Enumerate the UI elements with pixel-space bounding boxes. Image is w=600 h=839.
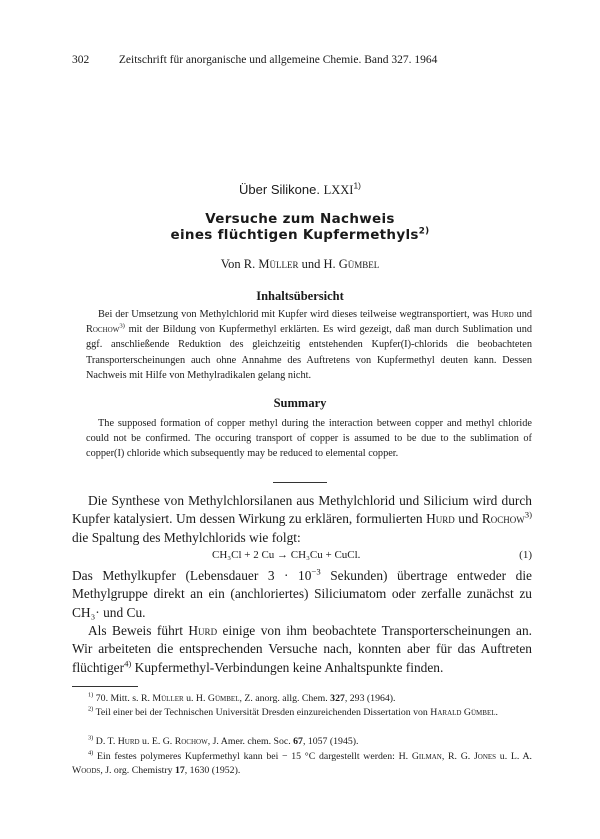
footnote-3: $^{3)}$ D. T. Hurd u. E. G. Rochow, J. Amer. chem. Soc. 67, 1057 (1945). xyxy=(88,734,359,747)
running-header xyxy=(72,54,540,66)
author-2: H. Gümbel xyxy=(323,257,380,271)
abstract-heading-de: Inhaltsübersicht xyxy=(256,289,344,303)
footnote-1: $^{1)}$ 70. Mitt. s. R. Müller u. H. Gümbel, Z. anorg. allg. Chem. 327, 293 (1964). xyxy=(88,691,396,704)
body-paragraph-3: Als Beweis führt Hurd einige von ihm beobachtete Transporterscheinungen an. Wir arbeiteten die entsprechenden Versuche nach, konnten aber für das Auftreten flüchtiger$^{4)}$ Kupfermethyl-Verbindungen keine Anhaltspunkte finden. xyxy=(72,623,532,675)
author-line: Von R. Müller und H. Gümbel xyxy=(220,257,380,271)
footnote-4: $^{4)}$ Ein festes polymeres Kupfermethyl kann bei − 15 °C dargestellt werden: H. Gilman, R. G. Jones u. L. A. Woods, J. org. Chemistry 17, 1630 (1952). xyxy=(72,749,532,777)
abstract-de: Bei der Umsetzung von Methylchlorid mit Kupfer wird dieses teilweise wegtransportiert, was Hurd und Rochow$^{3)}$ mit der Bildung von Kupfermethyl erklärten. Es wird gezeigt, daß man durch Sublimation und ggf. anschließende Reduktion des gleichzeitig entstehenden Kupfer(I)-chlorids die beobachteten Transporterscheinungen auch ohne Annahme des Auftretens von Kupfermethyl deuten kann. Dessen Nachweis mit Hilfe von Methylradikalen gelang nicht. xyxy=(86,309,533,381)
title-line-2: eines flüchtigen Kupfermethyls$^{2)}$ xyxy=(170,226,430,243)
footnote-2: $^{2)}$ Teil einer bei der Technischen Universität Dresden einzureichenden Dissertation von Harald Gümbel. xyxy=(88,705,498,718)
author-1: R. Müller xyxy=(243,257,299,271)
title-line-1: Versuche zum Nachweis xyxy=(205,211,395,227)
equation-expression: CH₃Cl + 2 Cu → CH₃Cu + CuCl. xyxy=(212,549,361,561)
summary-text: The supposed formation of copper methyl during the interaction between copper and methyl chloride could not be confirmed. The occuring transport of copper is assumed to be due to the sublimation of copper(I) chloride which subsequently may be reduced to elemental copper. xyxy=(86,418,532,460)
body-paragraph-2: Das Methylkupfer (Lebensdauer $3 \cdot 10^{-3}$ Sekunden) übertrage entweder die Methylgruppe direkt an ein (anchloriertes) Siliciumatom oder zerfalle zunächst zu CH₃· und Cu. xyxy=(72,566,532,620)
series-title xyxy=(0,182,600,198)
series-footnote-ref: 1) xyxy=(353,180,361,191)
body-paragraph-1: Die Synthese von Methylchlorsilanen aus Methylchlorid und Silicium wird durch Kupfer katalysiert. Um dessen Wirkung zu erklären, formulierten Hurd und Rochow$^{3)}$ die Spaltung des Methylchlorids wie folgt: xyxy=(72,493,532,545)
section-divider xyxy=(273,482,327,483)
title-footnote-ref: 2) xyxy=(418,226,430,237)
page-number: 302 xyxy=(72,54,90,66)
series-number: LXXI xyxy=(323,183,354,197)
journal-title: Zeitschrift für anorganische und allgemeine Chemie. Band 327. 1964 xyxy=(118,54,438,66)
summary-heading: Summary xyxy=(273,396,327,410)
article-title xyxy=(0,211,600,243)
footnote-rule xyxy=(72,686,138,687)
series-text: Über Silikone. xyxy=(239,182,320,197)
equation-number: (1) xyxy=(519,549,532,561)
